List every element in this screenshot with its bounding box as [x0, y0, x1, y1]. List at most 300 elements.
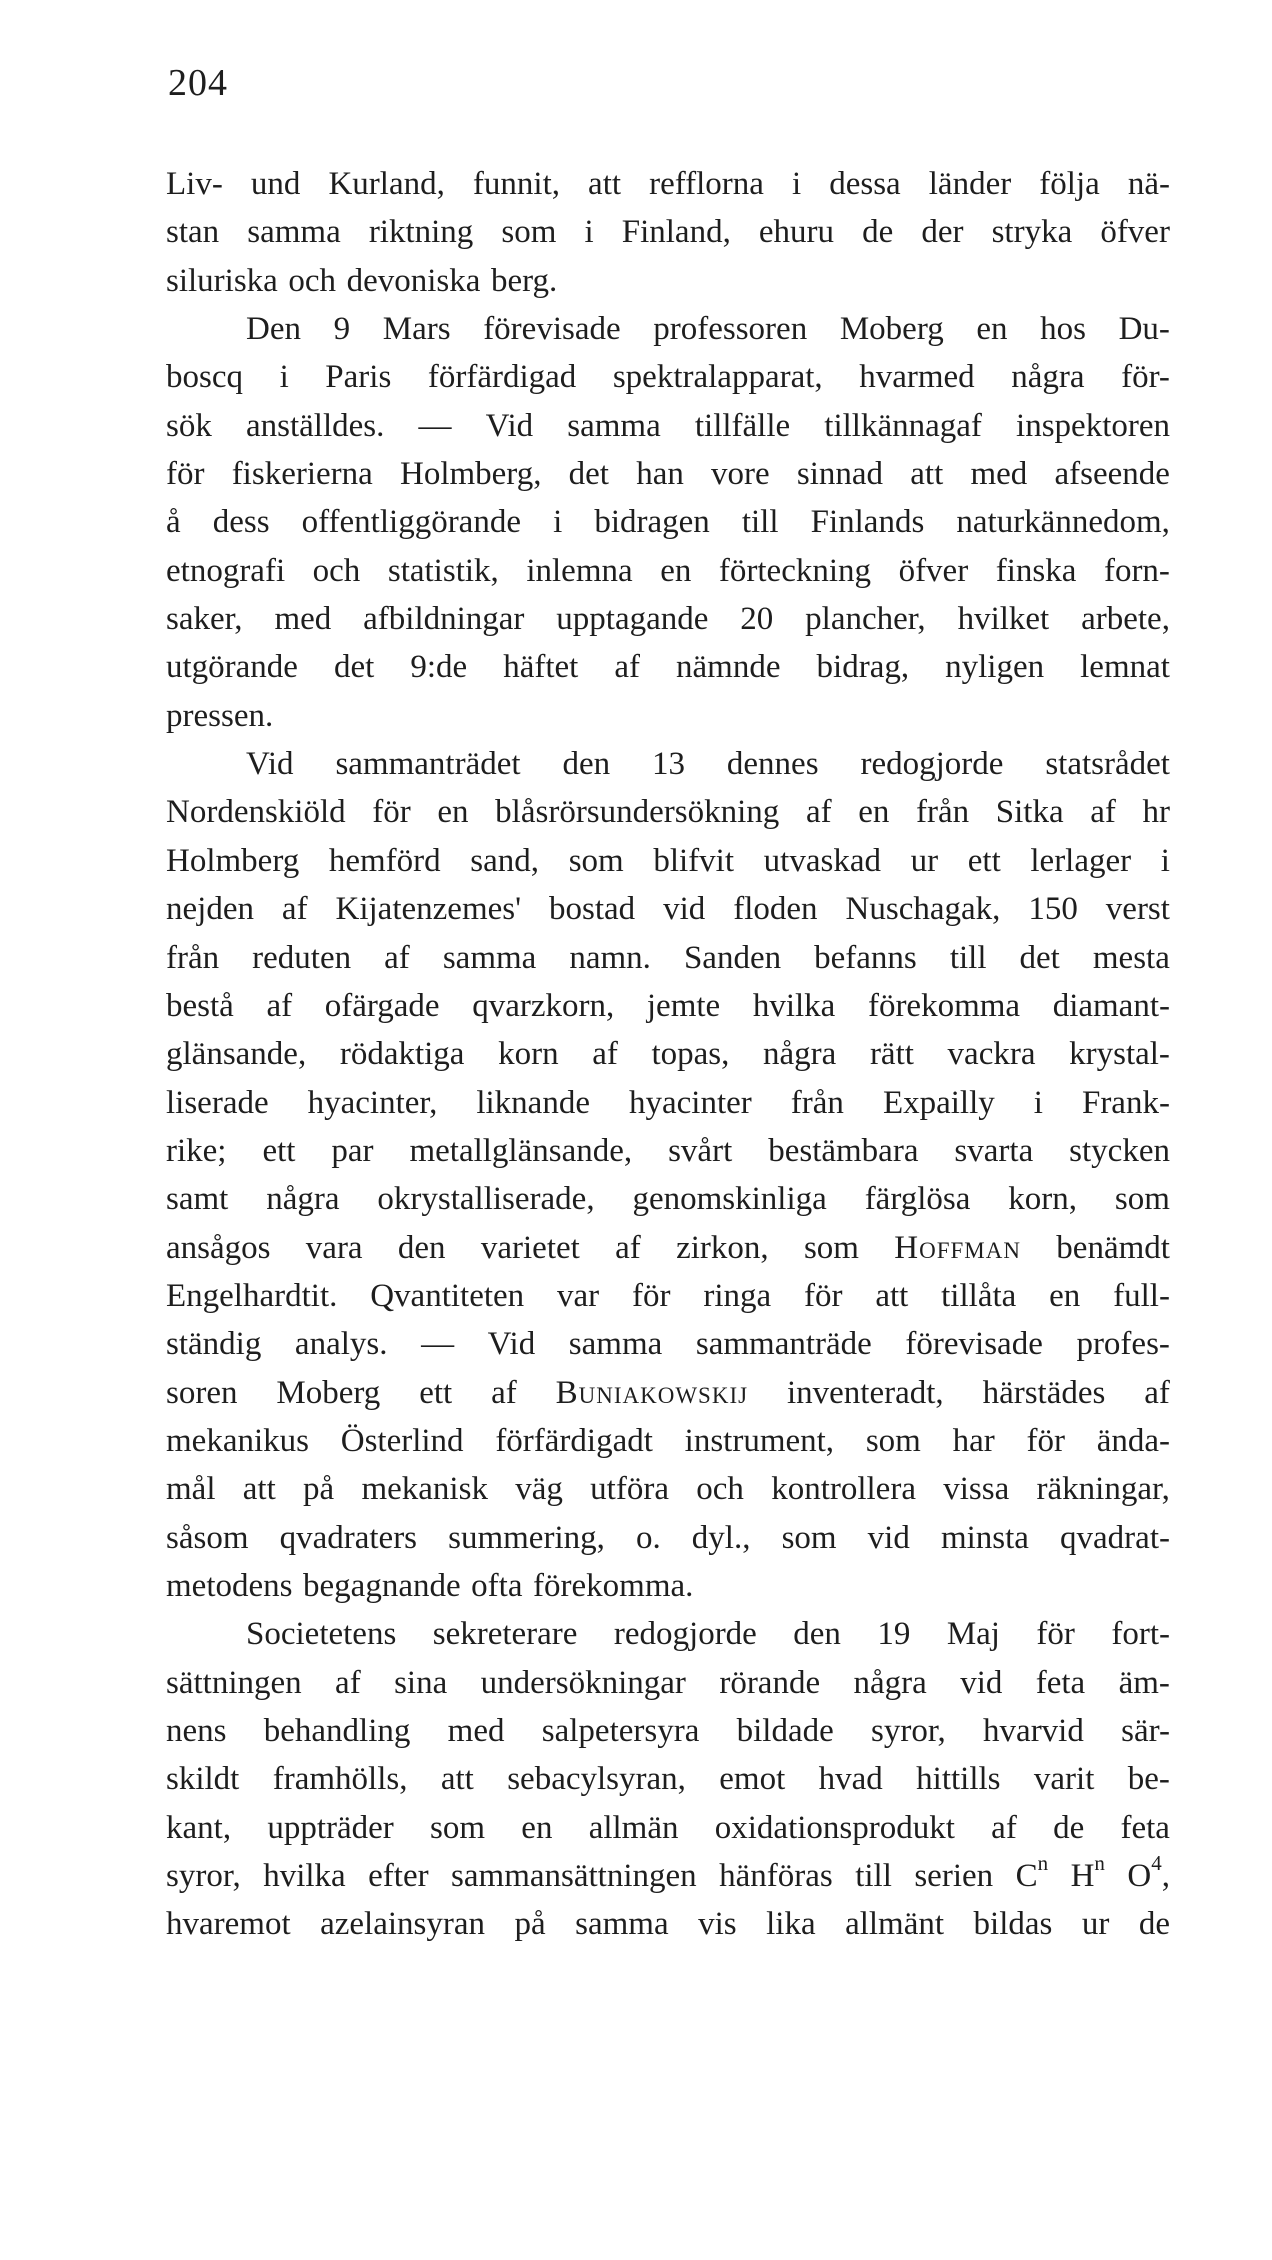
- word: framhölls,: [272, 1761, 408, 1798]
- word: hvaremot: [166, 1906, 291, 1943]
- formula-superscript: n: [1037, 1851, 1049, 1876]
- word: topas,: [651, 1036, 730, 1073]
- word: anställdes.: [245, 407, 385, 444]
- word: följa: [1039, 166, 1100, 202]
- word: samma: [247, 214, 341, 251]
- word: som: [803, 1229, 859, 1266]
- word: qvadraters: [279, 1519, 418, 1556]
- word: hvad: [818, 1761, 883, 1798]
- word: Mars: [382, 311, 451, 348]
- word: några: [1011, 359, 1085, 396]
- word: ofta: [471, 1567, 523, 1604]
- word: vid: [960, 1664, 1003, 1701]
- text-line: [166, 208, 1170, 256]
- word: dess: [212, 504, 270, 541]
- word: förevisade: [905, 1326, 1043, 1363]
- word: par: [331, 1132, 374, 1169]
- word: finska: [995, 552, 1077, 589]
- word: full-: [1113, 1277, 1170, 1314]
- word: att: [875, 1277, 909, 1314]
- word: samma: [567, 407, 661, 444]
- word: o.: [635, 1519, 661, 1556]
- word: redogjorde: [613, 1616, 757, 1653]
- word: statsrådet: [1045, 746, 1170, 783]
- word: feta: [1120, 1809, 1170, 1846]
- word: öfver: [898, 552, 969, 589]
- word: fort-: [1111, 1616, 1170, 1653]
- word: en: [1049, 1277, 1081, 1314]
- word: vis: [698, 1906, 737, 1943]
- word: Nuschagak,: [845, 891, 1001, 928]
- word: inspektoren: [1016, 407, 1170, 444]
- word: såsom: [166, 1519, 249, 1556]
- word: varit: [1033, 1761, 1095, 1798]
- word: en: [976, 311, 1008, 348]
- word: redogjorde: [860, 746, 1004, 783]
- word: Vid: [487, 1326, 536, 1363]
- word: ur: [1081, 1906, 1110, 1943]
- word: metallglänsande,: [409, 1132, 633, 1169]
- word: af: [1090, 794, 1116, 831]
- word: statistik,: [387, 552, 499, 589]
- word: emot: [719, 1761, 786, 1798]
- word: hemförd: [328, 842, 441, 879]
- word: han: [636, 456, 684, 493]
- text-line: [166, 547, 1170, 595]
- word: ständig: [166, 1326, 262, 1363]
- word: lerlager: [1030, 842, 1132, 879]
- word: undersökningar: [480, 1664, 686, 1701]
- word: Liv-: [166, 166, 223, 202]
- word: bidragen: [594, 504, 710, 541]
- word: att: [910, 456, 944, 493]
- word: stycken: [1069, 1132, 1170, 1169]
- word: instrument,: [684, 1422, 835, 1459]
- text-line: [166, 595, 1170, 643]
- word: liknande: [476, 1084, 590, 1121]
- word: namn.: [569, 939, 651, 976]
- word: metodens: [166, 1567, 293, 1604]
- word: hos: [1040, 311, 1086, 348]
- word: den: [793, 1616, 841, 1653]
- text-line: [166, 837, 1170, 885]
- word: på: [303, 1471, 335, 1508]
- word: af: [592, 1036, 618, 1073]
- word: behandling: [263, 1713, 411, 1749]
- word: korn: [498, 1036, 559, 1073]
- word: för: [803, 1277, 843, 1314]
- word: med: [447, 1713, 505, 1749]
- text-line: [166, 498, 1170, 546]
- word: i: [791, 166, 802, 202]
- word: befanns: [814, 939, 917, 976]
- text-line: [166, 1127, 1170, 1175]
- word: svårt: [668, 1132, 733, 1169]
- text-line: [166, 450, 1170, 498]
- word: hyacinter,: [307, 1084, 438, 1121]
- word: Buniakowskij: [555, 1374, 749, 1411]
- word: från: [790, 1084, 844, 1121]
- text-line: [166, 402, 1170, 450]
- word: för: [632, 1277, 671, 1314]
- formula-symbol: C: [1015, 1858, 1038, 1895]
- text-line: [166, 257, 1170, 305]
- word: ett: [262, 1132, 296, 1169]
- word: bostad: [549, 891, 636, 928]
- word: korn,: [1008, 1181, 1078, 1218]
- word: Den: [246, 311, 301, 348]
- word: bidrag,: [816, 649, 910, 686]
- word: Engelhardtit.: [166, 1277, 338, 1314]
- text-line: [166, 1804, 1170, 1852]
- word: Kijatenzemes': [335, 891, 522, 928]
- word: Qvantiteten: [370, 1277, 525, 1314]
- word: 13: [652, 746, 685, 783]
- text-line: [166, 1320, 1170, 1368]
- word: pressen.: [166, 697, 274, 734]
- word: siluriska: [166, 262, 278, 299]
- word: sekreterare: [432, 1616, 578, 1653]
- word: af: [266, 987, 293, 1024]
- text-line: [166, 1900, 1170, 1948]
- text-line: [166, 353, 1170, 401]
- text-line: [166, 1610, 1170, 1658]
- formula-symbol: H: [1070, 1858, 1095, 1895]
- word: färglösa: [864, 1181, 971, 1218]
- word: det: [568, 456, 609, 493]
- word: berg.: [490, 262, 558, 299]
- word: feta: [1035, 1664, 1086, 1701]
- word: sammanträdet: [335, 746, 521, 783]
- word: 20: [740, 601, 774, 638]
- word: krystal-: [1069, 1036, 1170, 1073]
- word: med: [970, 456, 1028, 493]
- word: några: [763, 1036, 837, 1073]
- text-line: [166, 1562, 1170, 1610]
- word: rätt: [869, 1036, 914, 1073]
- text-line: [166, 1659, 1170, 1707]
- word: afbildningar: [363, 601, 525, 638]
- word: vid: [867, 1519, 910, 1556]
- word: för: [166, 456, 205, 493]
- word: uppträder: [267, 1809, 394, 1846]
- word: Sanden: [683, 939, 782, 976]
- word: summering,: [448, 1519, 605, 1556]
- text-line: [166, 305, 1170, 353]
- word: diamant-: [1052, 987, 1170, 1024]
- word: Kurland,: [328, 166, 445, 202]
- text-line: [166, 692, 1170, 740]
- word: ehuru: [758, 214, 835, 251]
- word: Finlands: [810, 504, 925, 541]
- word: hvarvid: [983, 1713, 1084, 1749]
- word: från: [166, 939, 220, 976]
- word: glänsande,: [166, 1036, 307, 1073]
- word: i: [584, 214, 594, 251]
- word: som: [568, 842, 624, 879]
- word: att: [588, 166, 622, 202]
- word: af: [491, 1374, 517, 1411]
- word: tillkännagaf: [824, 407, 982, 444]
- word: ett: [967, 842, 1001, 879]
- word: och: [696, 1471, 744, 1508]
- word: riktning: [368, 214, 474, 251]
- text-line: [166, 643, 1170, 691]
- text-line: [166, 885, 1170, 933]
- word: forn-: [1103, 552, 1170, 589]
- word: Moberg: [276, 1374, 381, 1411]
- word: ringa: [703, 1277, 772, 1314]
- word: sina: [394, 1664, 448, 1701]
- word: lemnat: [1080, 649, 1170, 686]
- word: sinnad: [796, 456, 884, 493]
- word: floden: [733, 891, 818, 928]
- word: 9: [333, 311, 351, 348]
- word: Finland,: [621, 214, 731, 251]
- word: förekomma: [867, 987, 1021, 1024]
- word: Du-: [1118, 311, 1170, 348]
- word: 19: [877, 1616, 911, 1653]
- word: af: [615, 1229, 641, 1266]
- word: plancher,: [805, 601, 926, 638]
- word: från: [915, 794, 970, 831]
- word: hänföras: [719, 1858, 833, 1895]
- word: de: [1138, 1906, 1170, 1943]
- word: de: [862, 214, 894, 251]
- word: sebacylsyran,: [507, 1761, 686, 1798]
- word: etnografi: [166, 552, 286, 589]
- word: skildt: [166, 1761, 240, 1798]
- word: qvarzkorn,: [472, 987, 615, 1024]
- word: Paris: [325, 359, 392, 396]
- word: professoren: [653, 311, 808, 348]
- word: devoniska: [346, 262, 481, 299]
- word: Maj: [946, 1616, 1000, 1653]
- formula-superscript: 4: [1151, 1851, 1162, 1876]
- word: utföra: [590, 1471, 669, 1508]
- word: verst: [1105, 891, 1170, 928]
- word: för: [1036, 1616, 1075, 1653]
- word: några: [266, 1181, 340, 1218]
- word: Österlind: [340, 1422, 464, 1459]
- word: det: [1019, 939, 1060, 976]
- word: bildade: [736, 1713, 834, 1749]
- word: har: [952, 1422, 995, 1459]
- word: ofärgade: [324, 987, 440, 1024]
- word: der: [921, 214, 964, 251]
- word: okrystalliserade,: [377, 1181, 595, 1218]
- text-line: [166, 1369, 1170, 1417]
- word: dyl.,: [691, 1519, 751, 1556]
- word: inlemna: [526, 552, 633, 589]
- word: i: [279, 359, 289, 396]
- word: samma: [575, 1906, 669, 1943]
- word: och: [312, 552, 361, 589]
- word: bildas: [973, 1906, 1053, 1943]
- word: lika: [766, 1906, 816, 1943]
- word: nens: [166, 1713, 227, 1749]
- text-line: [166, 1175, 1170, 1223]
- text-line: [166, 1465, 1170, 1513]
- word: saker,: [166, 601, 243, 638]
- word: salpetersyra: [541, 1713, 700, 1749]
- body-text: [166, 160, 1170, 1949]
- word: Nordenskiöld: [166, 794, 346, 831]
- text-line: [166, 1030, 1170, 1078]
- text-line: [166, 934, 1170, 982]
- word: blifvit: [653, 842, 735, 879]
- text-line: [166, 1852, 1170, 1900]
- word: upptagande: [556, 601, 709, 638]
- word: mål: [166, 1471, 216, 1508]
- word: öfver: [1100, 214, 1170, 251]
- word: [1016, 1852, 1049, 1900]
- word: af: [281, 891, 308, 928]
- word: allmänt: [845, 1906, 945, 1943]
- word: sammanträde: [695, 1326, 872, 1363]
- word: Societetens: [246, 1616, 397, 1653]
- word: utgörande: [166, 649, 298, 686]
- word: reduten: [252, 939, 352, 976]
- word: serien: [914, 1858, 994, 1895]
- word: i: [1033, 1084, 1043, 1121]
- word: af: [335, 1664, 361, 1701]
- word: en: [660, 552, 692, 589]
- word: hvilket: [957, 601, 1050, 638]
- word: väg: [515, 1471, 563, 1508]
- word: utvaskad: [763, 842, 881, 879]
- word: offentliggörande: [301, 504, 521, 541]
- word: Holmberg: [166, 842, 300, 879]
- word: Sitka: [995, 794, 1064, 831]
- formula-symbol: O: [1127, 1858, 1152, 1895]
- word: var: [557, 1277, 600, 1314]
- word: sand,: [470, 842, 540, 879]
- word: vissa: [943, 1471, 1010, 1508]
- word: i: [553, 504, 563, 541]
- word: qvadrat-: [1060, 1519, 1170, 1556]
- word: $O^4$,: [1127, 1852, 1170, 1900]
- word: som: [501, 214, 557, 251]
- word: ansågos: [166, 1229, 271, 1266]
- text-line: [166, 1079, 1170, 1127]
- word: vid: [663, 891, 706, 928]
- word: syror,: [166, 1858, 241, 1895]
- word: förfärdigadt: [495, 1422, 653, 1459]
- word: af: [991, 1809, 1017, 1846]
- word: sär-: [1121, 1713, 1170, 1749]
- word: häftet: [503, 649, 579, 686]
- word: och: [288, 262, 337, 299]
- word: af: [384, 939, 410, 976]
- word: den: [562, 746, 611, 783]
- word: vara: [305, 1229, 363, 1266]
- word: begagnande: [303, 1567, 461, 1604]
- word: för: [1026, 1422, 1065, 1459]
- word: hvilka: [752, 987, 836, 1024]
- word: några: [853, 1664, 927, 1701]
- text-line: [166, 740, 1170, 788]
- word: förteckning: [718, 552, 872, 589]
- word: som: [1114, 1181, 1170, 1218]
- word: nä-: [1127, 166, 1170, 202]
- word: på: [514, 1906, 546, 1943]
- word: Expailly: [882, 1084, 995, 1121]
- word: zirkon,: [676, 1229, 769, 1266]
- word: genomskinliga: [632, 1181, 827, 1218]
- word: med: [274, 601, 332, 638]
- word: allmän: [588, 1809, 679, 1846]
- word: äm-: [1118, 1664, 1170, 1701]
- word: rörande: [719, 1664, 821, 1701]
- word: ur: [910, 842, 939, 879]
- word: sammansättningen: [451, 1858, 697, 1895]
- word: mesta: [1092, 939, 1170, 976]
- word: minsta: [940, 1519, 1029, 1556]
- word: stan: [166, 214, 220, 251]
- word: spektralapparat,: [612, 359, 823, 396]
- word: hyacinter: [629, 1084, 752, 1121]
- word: inventeradt,: [786, 1374, 944, 1411]
- word: dessa: [829, 166, 901, 202]
- word: af: [614, 649, 640, 686]
- word: naturkännedom,: [956, 504, 1170, 541]
- word: oxidationsprodukt: [714, 1809, 955, 1846]
- word: förevisade: [483, 311, 621, 348]
- word: mekanikus: [166, 1422, 309, 1459]
- word: und: [250, 166, 301, 202]
- word: som: [781, 1519, 837, 1556]
- word: som: [430, 1809, 486, 1846]
- word: å: [166, 504, 181, 541]
- word: syror,: [871, 1713, 946, 1749]
- word: en: [858, 794, 890, 831]
- word: hittills: [916, 1761, 1001, 1798]
- word: afseende: [1054, 456, 1170, 493]
- word: efter: [368, 1858, 429, 1895]
- word: svarta: [954, 1132, 1034, 1169]
- word: tillåta: [941, 1277, 1017, 1314]
- word: 9:de: [410, 649, 468, 686]
- word: benämdt: [1056, 1229, 1170, 1266]
- word: soren: [166, 1374, 238, 1411]
- word: mekanisk: [361, 1471, 488, 1508]
- word: bestå: [166, 987, 234, 1024]
- word: Moberg: [839, 311, 944, 348]
- word: vackra: [947, 1036, 1036, 1073]
- word: blåsrörsundersökning: [495, 794, 780, 831]
- word: —: [421, 1326, 455, 1363]
- text-line: [166, 1707, 1170, 1755]
- word: refflorna: [649, 166, 764, 202]
- page-number: 204: [168, 62, 228, 104]
- word: samma: [568, 1326, 663, 1363]
- word: af: [805, 794, 832, 831]
- word: be-: [1127, 1761, 1170, 1798]
- word: [1071, 1852, 1105, 1900]
- word: Hoffman: [894, 1229, 1021, 1266]
- word: sök: [166, 407, 212, 444]
- word: räkningar,: [1036, 1471, 1170, 1508]
- word: nejden: [166, 891, 254, 928]
- formula-superscript: n: [1094, 1851, 1105, 1876]
- word: för: [372, 794, 411, 831]
- word: som: [865, 1422, 921, 1459]
- text-line: [166, 1755, 1170, 1803]
- word: Holmberg,: [399, 456, 542, 493]
- word: ett: [419, 1374, 453, 1411]
- word: fiskerierna: [231, 456, 373, 493]
